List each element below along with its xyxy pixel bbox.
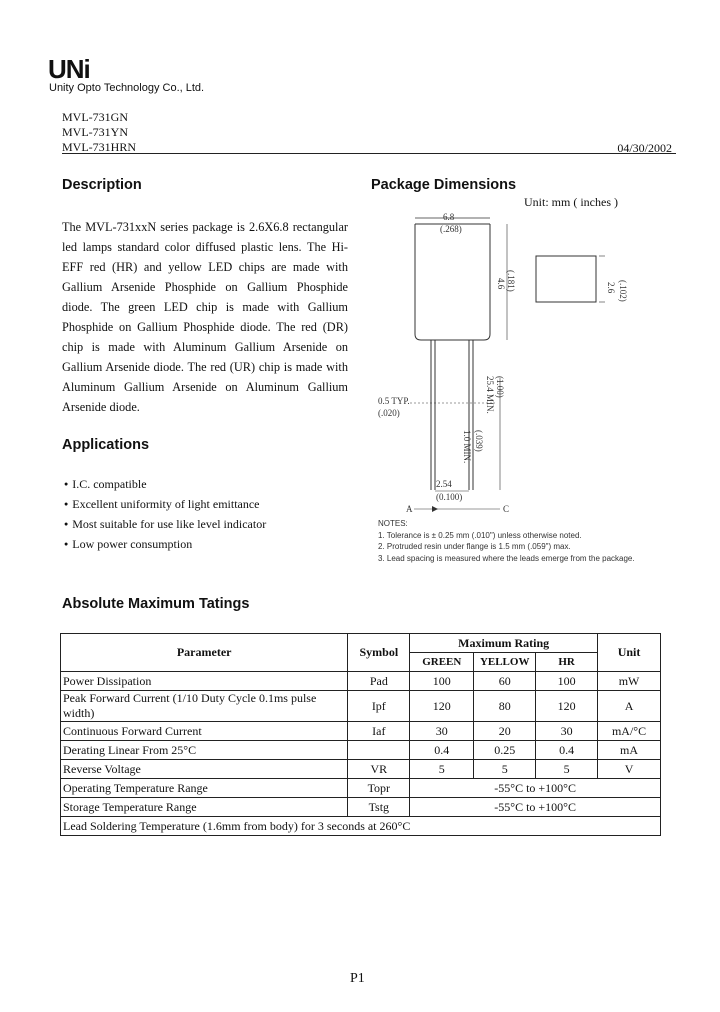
model-number: MVL-731YN (62, 125, 128, 139)
side-mm: 2.6 (606, 282, 616, 294)
cell-yellow: 5 (474, 760, 536, 779)
cell-yellow: 60 (474, 672, 536, 691)
cell-hr: 5 (536, 760, 598, 779)
package-dimensions-heading: Package Dimensions (371, 177, 517, 193)
note-3: 3. Lead spacing is measured where the leads emerge from the package. (378, 553, 635, 563)
table-footer-row (61, 817, 661, 836)
height-mm: 4.6 (496, 278, 506, 290)
list-item: ● Low power consumption (64, 536, 266, 556)
list-item: ● Most suitable for use like level indicator (64, 516, 266, 536)
cell-yellow: 20 (474, 722, 536, 741)
cell-hr: 0.4 (536, 741, 598, 760)
table-row (61, 722, 661, 741)
cell-parameter: Derating Linear From 25°C (61, 741, 348, 760)
lens-body-outline (415, 224, 490, 340)
cell-parameter: Continuous Forward Current (61, 722, 348, 741)
cell-hr: 100 (536, 672, 598, 691)
side-view-outline (536, 256, 596, 302)
units-label: Unit: mm ( inches ) (524, 195, 618, 209)
width-in: (.268) (440, 224, 462, 234)
package-notes (378, 518, 635, 564)
company-logo: UNi (48, 54, 90, 84)
note-2: 2. Protruded resin under flange is 1.5 mm (.059") max. (378, 542, 571, 551)
cell-range: -55°C to +100°C (410, 779, 661, 798)
cell-symbol: VR (348, 760, 410, 779)
table-row (61, 672, 661, 691)
header-yellow: YELLOW (474, 653, 536, 672)
cell-hr: 120 (536, 691, 598, 722)
cell-unit: V (598, 760, 661, 779)
model-number: MVL-731GN (62, 110, 128, 124)
cell-symbol: Pad (348, 672, 410, 691)
cell-symbol: Topr (348, 779, 410, 798)
cell-yellow: 0.25 (474, 741, 536, 760)
anode-label: A (406, 504, 413, 513)
cell-symbol (348, 741, 410, 760)
lead-length-mm: 25.4 MIN. (485, 376, 495, 414)
cell-unit: mW (598, 672, 661, 691)
header-hr: HR (536, 653, 598, 672)
height-in: (.181) (506, 270, 516, 292)
lead-spacing-in: (0.100) (436, 492, 463, 502)
lead-length-in: (1.00) (495, 376, 505, 398)
cell-green: 120 (410, 691, 474, 722)
header-symbol: Symbol (348, 634, 410, 672)
cell-range: -55°C to +100°C (410, 798, 661, 817)
applications-list (64, 476, 266, 556)
cell-symbol: Iaf (348, 722, 410, 741)
header-unit: Unit (598, 634, 661, 672)
header-divider (62, 153, 676, 154)
cell-unit: mA (598, 741, 661, 760)
table-row (61, 798, 661, 817)
page-number: P1 (350, 971, 365, 986)
cell-parameter: Power Dissipation (61, 672, 348, 691)
cell-yellow: 80 (474, 691, 536, 722)
header-parameter: Parameter (61, 634, 348, 672)
cell-green: 0.4 (410, 741, 474, 760)
model-number: MVL-731HRN (62, 140, 136, 154)
table-row (61, 741, 661, 760)
cell-unit: mA/°C (598, 722, 661, 741)
cell-parameter: Reverse Voltage (61, 760, 348, 779)
cell-green: 5 (410, 760, 474, 779)
cell-green: 30 (410, 722, 474, 741)
cell-symbol: Tstg (348, 798, 410, 817)
cathode-label: C (503, 504, 510, 513)
cell-footer: Lead Soldering Temperature (1.6mm from body) for 3 seconds at 260°C (61, 817, 661, 836)
package-drawing (370, 208, 670, 513)
ratings-heading: Absolute Maximum Tatings (62, 596, 250, 612)
table-row (61, 691, 661, 722)
lead-diameter-in: (.020) (378, 408, 400, 418)
note-1: 1. Tolerance is ± 0.25 mm (.010") unless otherwise noted. (378, 530, 582, 540)
table-header-row (61, 634, 661, 653)
header-max-rating: Maximum Rating (410, 634, 598, 653)
description-heading: Description (62, 177, 142, 193)
table-row (61, 760, 661, 779)
cell-parameter: Storage Temperature Range (61, 798, 348, 817)
lead-spacing-mm: 2.54 (436, 479, 452, 489)
header-green: GREEN (410, 653, 474, 672)
ratings-table (60, 633, 661, 836)
width-mm: 6.8 (443, 212, 455, 222)
cell-parameter: Peak Forward Current (1/10 Duty Cycle 0.1ms pulse width) (61, 691, 348, 722)
cell-hr: 30 (536, 722, 598, 741)
lead-diameter-mm: 0.5 TYP. (378, 396, 410, 406)
cell-green: 100 (410, 672, 474, 691)
base-in: (.039) (474, 430, 484, 452)
list-item: ● Excellent uniformity of light emittance (64, 496, 266, 516)
list-item: ● I.C. compatible (64, 476, 266, 496)
document-date: 04/30/2002 (617, 141, 672, 155)
cell-parameter: Operating Temperature Range (61, 779, 348, 798)
cell-unit: A (598, 691, 661, 722)
side-in: (.102) (618, 280, 628, 302)
company-name: Unity Opto Technology Co., Ltd. (49, 82, 205, 94)
description-text: The MVL-731xxN series package is 2.6X6.8 rectangular led lamps standard color diffused plastic lens. The Hi-EFF red (HR) and yellow LED chips are made with Gallium Arsenide Phosphide on Gallium Phosphide diode. The green LED chip is made with Gallium Phosphide on Gallium Phosphide diode. The red (DR) chip is made with Aluminum Gallium Arsenide on Gallium Arsenide diode. The red (UR) chip is made with Aluminum Gallium Arsenide on Aluminum Gallium Arsenide diode. (62, 220, 348, 414)
applications-heading: Applications (62, 437, 150, 453)
cell-symbol: Ipf (348, 691, 410, 722)
base-mm: 1.0 MIN. (462, 430, 472, 464)
table-row (61, 779, 661, 798)
notes-title: NOTES: (378, 519, 408, 528)
